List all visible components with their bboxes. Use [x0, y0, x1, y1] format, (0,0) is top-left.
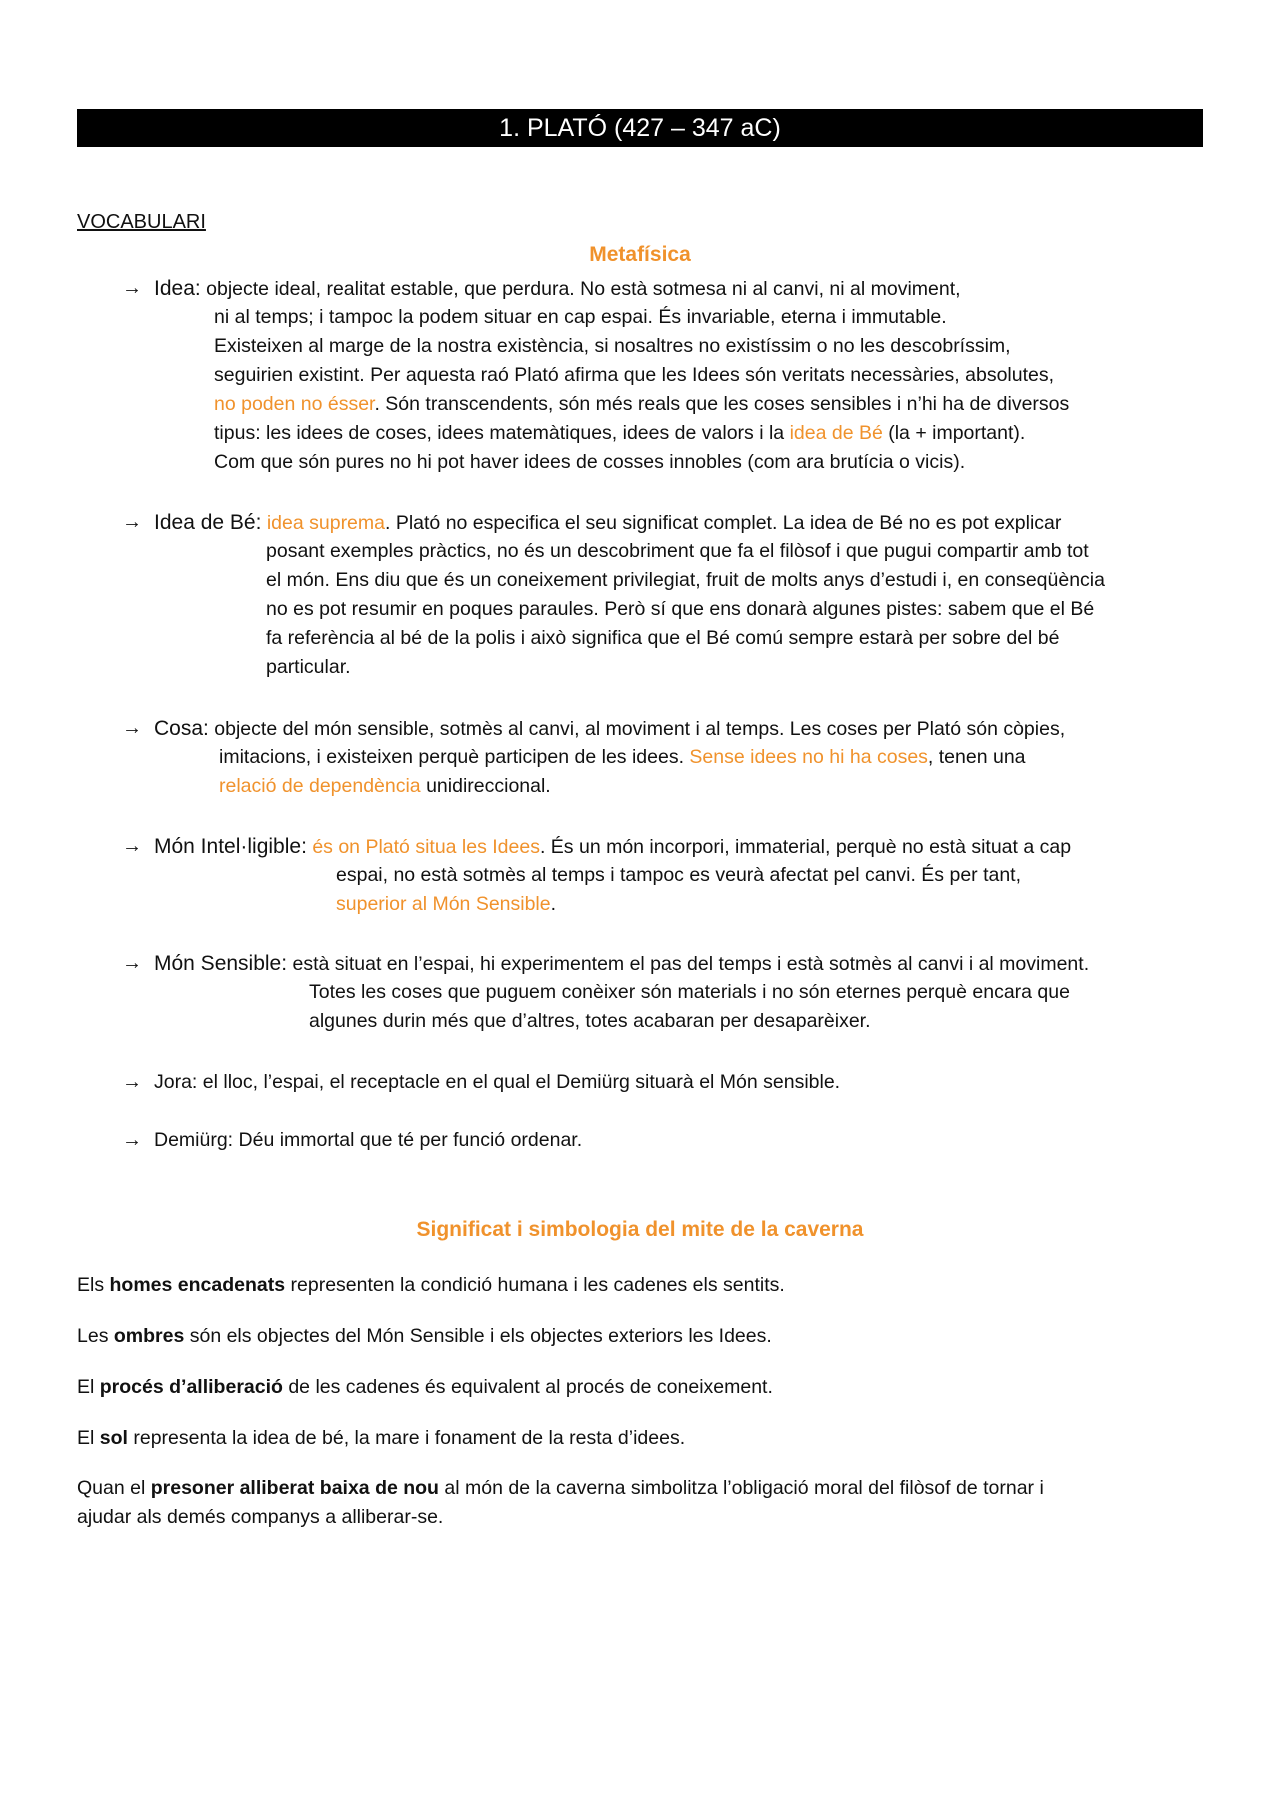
definition-line: particular.	[266, 656, 351, 678]
paragraph-line	[77, 1474, 1044, 1503]
highlight: no poden no ésser	[214, 393, 375, 415]
arrow-icon: →	[122, 277, 142, 299]
definition-line: fa referència al bé de la polis i això significa que el Bé comú sempre estarà per sobre del bé	[266, 627, 1060, 649]
text: El	[77, 1427, 100, 1449]
definition-line: ni al temps; i tampoc la podem situar en cap espai. És invariable, eterna i immutable.	[214, 306, 947, 328]
definition-line: Existeixen al marge de la nostra existència, si nosaltres no existíssim o no les descobríssim,	[214, 335, 1011, 357]
text: El	[77, 1376, 100, 1398]
metafisica-title: Metafísica	[589, 243, 691, 266]
highlight: Sense idees no hi ha coses	[689, 746, 928, 768]
text: .	[550, 893, 557, 915]
term-label: Món Intel·ligible:	[154, 835, 307, 858]
highlight: és on Plató situa les Idees	[312, 836, 540, 858]
arrow-icon: →	[122, 1071, 142, 1093]
term-label: Món Sensible:	[154, 952, 288, 975]
text: són els objectes del Món Sensible i els objectes exteriors les Idees.	[184, 1325, 772, 1347]
definition-line: espai, no està sotmès al temps i tampoc es veurà afectat pel canvi. És per tant,	[336, 864, 1022, 886]
text: . Són transcendents, són més reals que les coses sensibles i n’hi ha de diversos	[374, 393, 1070, 415]
definition-line: algunes durin més que d’altres, totes acabaran per desaparèixer.	[309, 1010, 871, 1032]
bold-term: sol	[99, 1427, 128, 1449]
highlight: relació de dependència	[219, 775, 421, 797]
bold-term: ombres	[113, 1325, 185, 1347]
definition-line: Com que són pures no hi pot haver idees de cosses innobles (com ara brutícia o vicis).	[214, 451, 966, 473]
caverna-paragraph	[77, 1322, 772, 1351]
arrow-icon: →	[122, 952, 142, 974]
definition-line	[214, 390, 1069, 419]
term-label: Idea:	[154, 277, 201, 300]
term-label: Idea de Bé:	[154, 511, 262, 534]
arrow-icon: →	[122, 1129, 142, 1151]
caverna-paragraph	[77, 1271, 785, 1300]
text: , tenen una	[927, 746, 1026, 768]
text: de les cadenes és equivalent al procés de coneixement.	[282, 1376, 773, 1398]
definition-line	[219, 772, 1026, 801]
caverna-paragraph	[77, 1424, 685, 1453]
text: tipus: les idees de coses, idees matemàtiques, idees de valors i la	[214, 422, 790, 444]
definition-line: el món. Ens diu que és un coneixement privilegiat, fruit de molts anys d’estudi i, en conseqüència	[266, 569, 1105, 591]
text: imitacions, i existeixen perquè participen de les idees.	[219, 746, 690, 768]
definition-line: Totes les coses que puguem conèixer són materials i no són eternes perquè encara que	[309, 981, 1070, 1003]
definition-line: objecte del món sensible, sotmès al canvi, al moviment i al temps. Les coses per Plató són còpies,	[214, 718, 1066, 740]
highlight: superior al Món Sensible	[336, 893, 551, 915]
text: al món de la caverna simbolitza l’obligació moral del filòsof de tornar i	[438, 1477, 1044, 1499]
text: representen la condició humana i les cadenes els sentits.	[285, 1274, 785, 1296]
highlight: idea suprema	[266, 512, 385, 534]
definition-line: Demiürg: Déu immortal que té per funció ordenar.	[154, 1129, 583, 1151]
vocabulary-heading: VOCABULARI	[77, 211, 206, 233]
text: Els	[77, 1274, 110, 1296]
definition-line: posant exemples pràctics, no és un descobriment que fa el filòsof i que pugui compartir amb tot	[266, 540, 1089, 562]
definition-line	[214, 419, 1069, 448]
text: representa la idea de bé, la mare i fonament de la resta d’idees.	[127, 1427, 686, 1449]
bold-term: procés d’alliberació	[99, 1376, 283, 1398]
term-label: Cosa:	[154, 717, 209, 740]
definition-line	[336, 890, 1021, 919]
definition-line: no es pot resumir en poques paraules. Però sí que ens donarà algunes pistes: sabem que el Bé	[266, 598, 1095, 620]
definition-line: . Plató no especifica el seu significat complet. La idea de Bé no es pot explicar	[385, 512, 1062, 534]
definition-line: objecte ideal, realitat estable, que perdura. No està sotmesa ni al canvi, ni al moviment,	[206, 278, 961, 300]
bold-term: homes encadenats	[109, 1274, 286, 1296]
caverna-paragraph	[77, 1474, 1044, 1532]
definition-line: seguirien existint. Per aquesta raó Plató afirma que les Idees són veritats necessàries, absolutes,	[214, 364, 1055, 386]
definition-line: Jora: el lloc, l’espai, el receptacle en el qual el Demiürg situarà el Món sensible.	[154, 1071, 841, 1093]
text: Les	[77, 1325, 114, 1347]
arrow-icon: →	[122, 835, 142, 857]
definition-line: està situat en l’espai, hi experimentem el pas del temps i està sotmès al canvi i al moviment.	[292, 953, 1090, 975]
caverna-paragraph	[77, 1373, 773, 1402]
definition-line	[219, 743, 1026, 772]
highlight: idea de Bé	[789, 422, 883, 444]
paragraph-line: ajudar als demés companys a alliberar-se.	[77, 1506, 444, 1528]
arrow-icon: →	[122, 511, 142, 533]
arrow-icon: →	[122, 717, 142, 739]
text: unidireccional.	[420, 775, 551, 797]
definition-line: . És un món incorpori, immaterial, perquè no està situat a cap	[539, 836, 1072, 858]
text: (la + important).	[882, 422, 1026, 444]
caverna-title: Significat i simbologia del mite de la caverna	[416, 1218, 864, 1241]
bold-term: presoner alliberat baixa de nou	[150, 1477, 439, 1499]
text: Quan el	[77, 1477, 151, 1499]
page-title: 1. PLATÓ (427 – 347 aC)	[77, 109, 1203, 147]
